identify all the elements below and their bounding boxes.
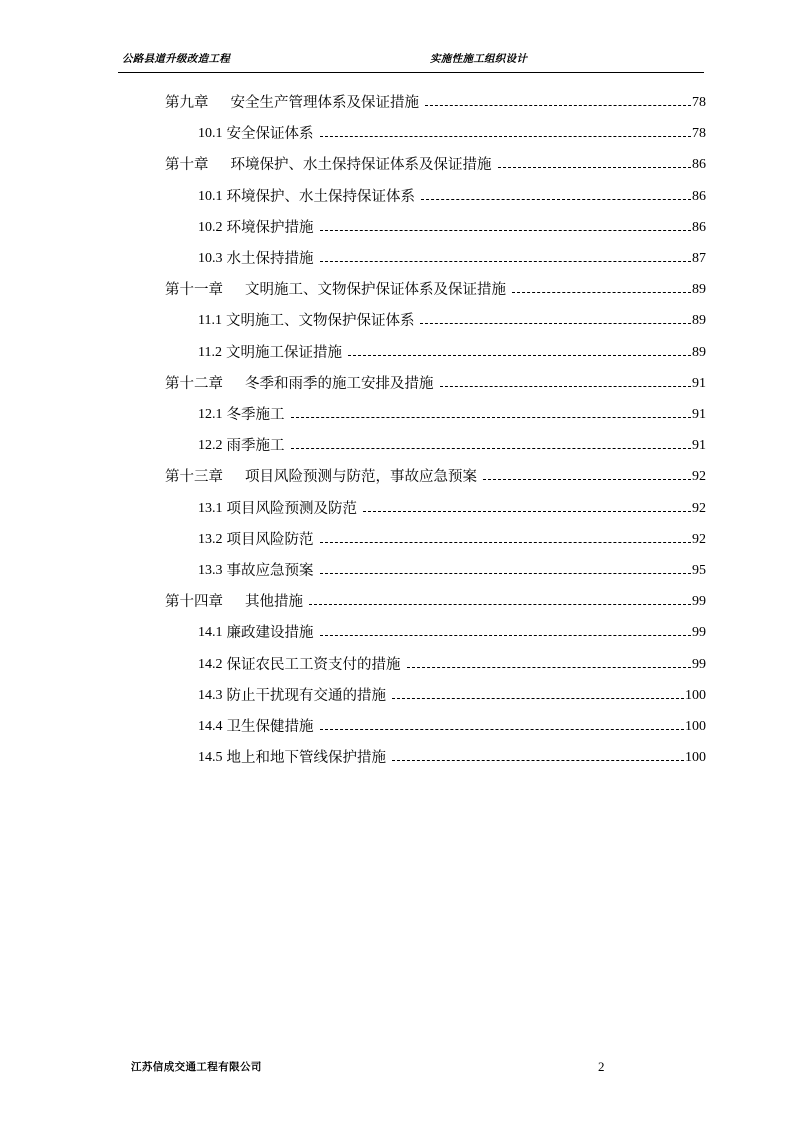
toc-entry-number: 12.2 xyxy=(198,438,223,454)
toc-entry-page-number: 78 xyxy=(692,126,706,142)
toc-entry-number: 14.4 xyxy=(198,719,223,734)
toc-entry-title: 事故应急预案 xyxy=(226,563,314,579)
toc-entry-page-number: 89 xyxy=(692,282,706,298)
toc-section-entry[interactable] xyxy=(198,708,706,736)
toc-entry-title: 冬季和雨季的施工安排及措施 xyxy=(245,375,434,392)
toc-dot-leader xyxy=(392,687,684,705)
footer-company-name: 江苏信成交通工程有限公司 xyxy=(131,1061,262,1073)
toc-dot-leader xyxy=(512,281,691,299)
toc-entry-title: 保证农民工工资支付的措施 xyxy=(226,656,401,673)
toc-chapter-entry[interactable] xyxy=(165,84,706,112)
toc-entry-title: 卫生保健措施 xyxy=(226,719,314,735)
toc-entry-page-number: 92 xyxy=(692,469,706,485)
toc-entry-page-number: 78 xyxy=(692,95,706,110)
toc-entry-number: 10.2 xyxy=(198,219,223,235)
toc-entry-title: 安全保证体系 xyxy=(226,126,314,143)
toc-dot-leader xyxy=(421,188,691,206)
toc-entry-page-number: 86 xyxy=(692,219,706,235)
toc-dot-leader xyxy=(420,312,691,330)
toc-entry-number: 10.1 xyxy=(198,126,223,142)
toc-entry-page-number: 92 xyxy=(692,500,706,516)
toc-dot-leader xyxy=(440,375,692,393)
header-document-title: 实施性施工组织设计 xyxy=(430,53,528,65)
toc-dot-leader xyxy=(320,562,692,580)
toc-entry-page-number: 89 xyxy=(692,344,706,360)
toc-entry-number: 第十四章 xyxy=(165,594,223,611)
toc-entry-title: 项目风险防范 xyxy=(226,531,314,548)
toc-entry-page-number: 91 xyxy=(692,438,706,454)
toc-dot-leader xyxy=(392,749,684,767)
toc-entry-title: 水土保持措施 xyxy=(226,251,314,267)
toc-section-entry[interactable] xyxy=(198,115,706,143)
toc-dot-leader xyxy=(348,344,691,362)
toc-entry-title: 雨季施工 xyxy=(226,438,285,455)
toc-dot-leader xyxy=(320,718,685,736)
toc-entry-page-number: 99 xyxy=(692,594,706,610)
toc-section-entry[interactable] xyxy=(198,427,706,455)
toc-entry-number: 13.3 xyxy=(198,563,223,578)
toc-entry-title: 安全生产管理体系及保证措施 xyxy=(230,95,419,111)
toc-entry-title: 其他措施 xyxy=(245,594,303,611)
toc-section-entry[interactable] xyxy=(198,490,706,518)
toc-section-entry[interactable] xyxy=(198,739,706,767)
toc-entry-title: 项目风险预测与防范，事故应急预案 xyxy=(245,469,477,486)
toc-entry-title: 环境保护措施 xyxy=(226,219,314,236)
toc-entry-title: 地上和地下管线保护措施 xyxy=(226,750,386,767)
toc-entry-title: 项目风险预测及防范 xyxy=(226,500,357,517)
footer-page-number: 2 xyxy=(598,1059,605,1074)
toc-entry-number: 14.1 xyxy=(198,625,223,641)
toc-chapter-entry[interactable] xyxy=(165,458,706,486)
toc-dot-leader xyxy=(320,125,692,143)
toc-entry-number: 10.3 xyxy=(198,251,223,266)
toc-section-entry[interactable] xyxy=(198,646,706,674)
toc-entry-title: 文明施工、文物保护保证体系 xyxy=(225,313,415,330)
toc-entry-page-number: 91 xyxy=(692,407,706,422)
toc-entry-number: 14.2 xyxy=(198,656,223,672)
toc-entry-number: 第十一章 xyxy=(165,282,223,299)
toc-entry-title: 文明施工保证措施 xyxy=(225,344,342,361)
toc-dot-leader xyxy=(291,437,692,455)
header-rule xyxy=(118,72,704,73)
header-project-name: 公路县道升级改造工程 xyxy=(122,53,230,65)
toc-entry-number: 14.5 xyxy=(198,750,223,766)
toc-entry-page-number: 89 xyxy=(692,313,706,329)
toc-entry-page-number: 92 xyxy=(692,531,706,547)
toc-entry-number: 第十三章 xyxy=(165,469,223,486)
toc-section-entry[interactable] xyxy=(198,240,706,268)
toc-section-entry[interactable] xyxy=(198,677,706,705)
toc-entry-number: 第十二章 xyxy=(165,375,223,392)
toc-entry-title: 环境保护、水土保持保证体系及保证措施 xyxy=(230,157,492,174)
toc-dot-leader xyxy=(363,500,691,518)
toc-dot-leader xyxy=(407,656,692,674)
toc-entry-number: 12.1 xyxy=(198,407,223,422)
toc-dot-leader xyxy=(291,406,692,424)
toc-entry-number: 11.1 xyxy=(198,313,222,329)
toc-entry-number: 10.1 xyxy=(198,188,223,204)
toc-section-entry[interactable] xyxy=(198,209,706,237)
toc-entry-page-number: 99 xyxy=(692,656,706,672)
toc-entry-page-number: 95 xyxy=(692,563,706,578)
toc-entry-number: 13.2 xyxy=(198,531,223,547)
toc-entry-number: 第九章 xyxy=(165,95,209,111)
toc-chapter-entry[interactable] xyxy=(165,583,706,611)
toc-dot-leader xyxy=(320,624,692,642)
toc-dot-leader xyxy=(309,593,691,611)
toc-section-entry[interactable] xyxy=(198,521,706,549)
toc-entry-page-number: 87 xyxy=(692,251,706,266)
toc-entry-title: 冬季施工 xyxy=(226,407,285,423)
toc-section-entry[interactable] xyxy=(198,302,706,330)
toc-entry-page-number: 91 xyxy=(692,375,706,391)
toc-chapter-entry[interactable] xyxy=(165,271,706,299)
toc-dot-leader xyxy=(320,531,692,549)
toc-entry-page-number: 100 xyxy=(685,750,706,766)
toc-section-entry[interactable] xyxy=(198,552,706,580)
toc-chapter-entry[interactable] xyxy=(165,365,706,393)
toc-entry-title: 环境保护、水土保持保证体系 xyxy=(226,188,415,205)
toc-entry-page-number: 99 xyxy=(692,625,706,641)
toc-entry-number: 14.3 xyxy=(198,687,223,703)
toc-section-entry[interactable] xyxy=(198,396,706,424)
toc-dot-leader xyxy=(425,94,691,112)
toc-dot-leader xyxy=(483,468,691,486)
toc-entry-page-number: 86 xyxy=(692,188,706,204)
toc-entry-number: 第十章 xyxy=(165,157,209,174)
toc-dot-leader xyxy=(320,250,692,268)
toc-entry-number: 11.2 xyxy=(198,344,222,360)
toc-entry-title: 文明施工、文物保护保证体系及保证措施 xyxy=(245,282,506,299)
toc-entry-page-number: 100 xyxy=(685,687,706,703)
toc-dot-leader xyxy=(498,156,692,174)
toc-dot-leader xyxy=(320,219,692,237)
toc-entry-title: 廉政建设措施 xyxy=(226,625,314,642)
toc-chapter-entry[interactable] xyxy=(165,146,706,174)
toc-section-entry[interactable] xyxy=(198,178,706,206)
toc-entry-page-number: 100 xyxy=(685,719,706,734)
toc-entry-page-number: 86 xyxy=(692,157,706,173)
toc-entry-title: 防止干扰现有交通的措施 xyxy=(226,687,386,704)
toc-section-entry[interactable] xyxy=(198,334,706,362)
toc-entry-number: 13.1 xyxy=(198,500,223,516)
toc-section-entry[interactable] xyxy=(198,614,706,642)
